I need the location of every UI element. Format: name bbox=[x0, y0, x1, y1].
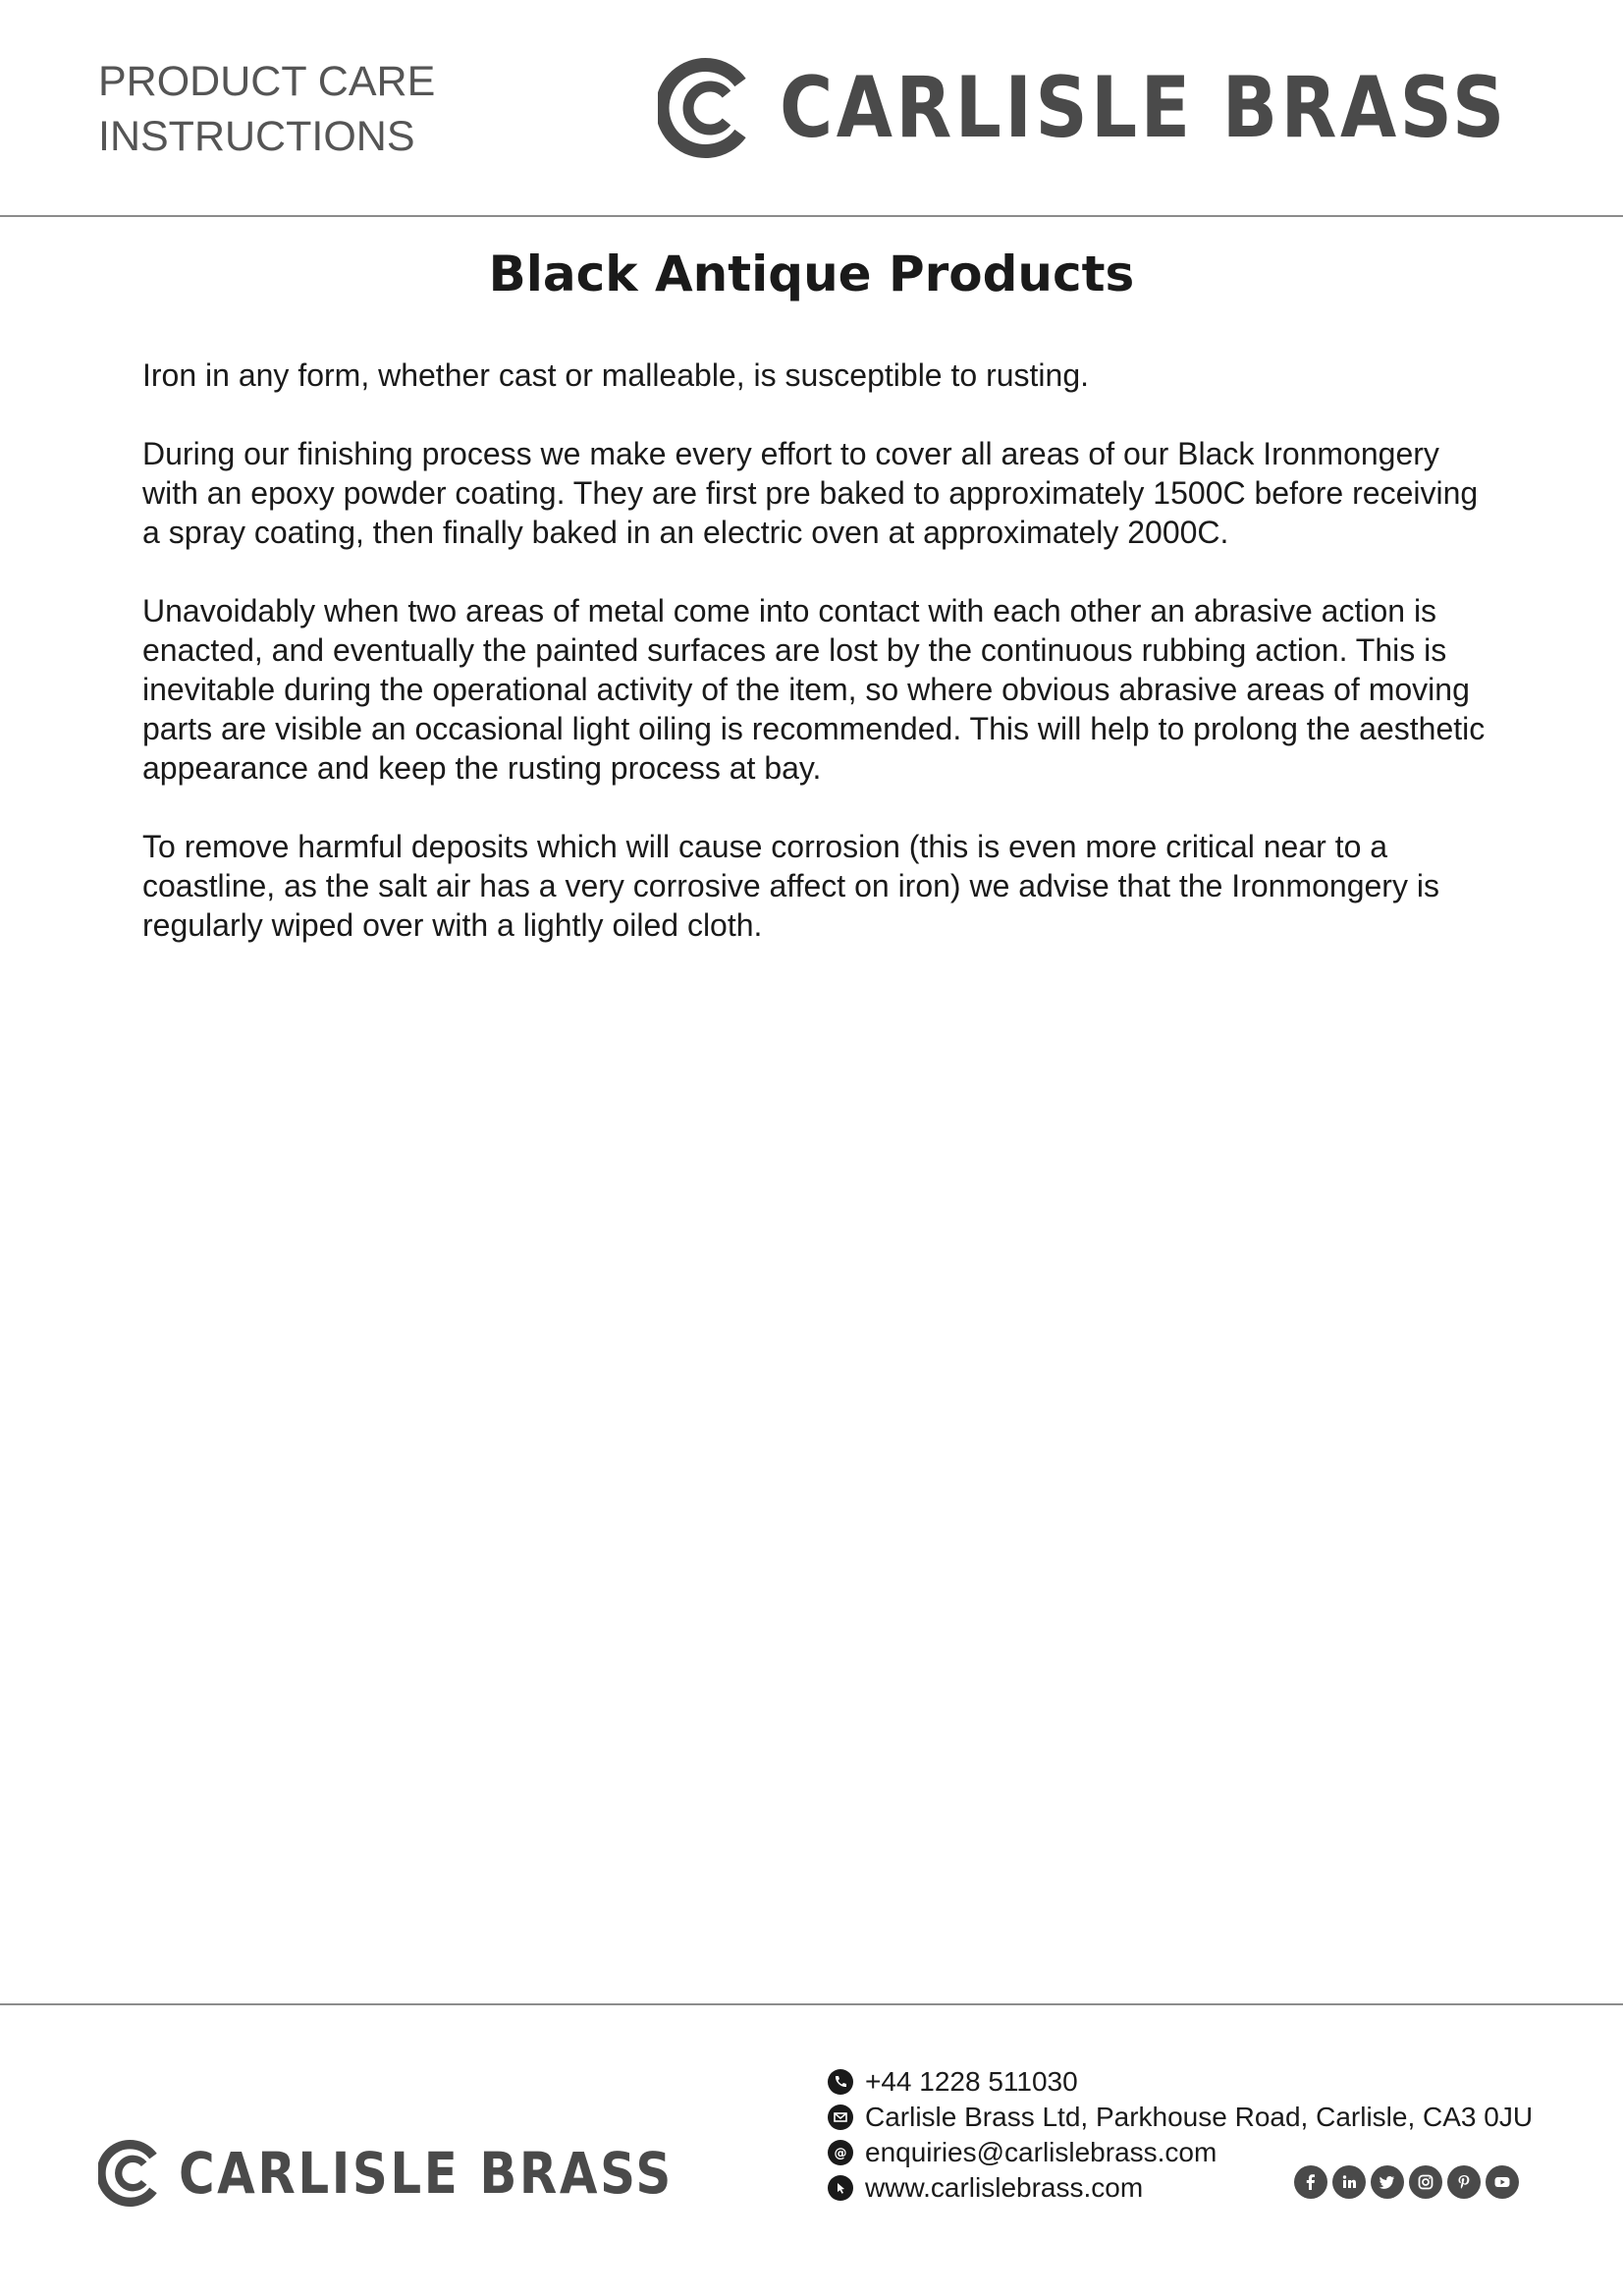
pinterest-icon[interactable] bbox=[1447, 2165, 1481, 2199]
header-title-line-1: PRODUCT CARE bbox=[98, 58, 436, 105]
paragraph: To remove harmful deposits which will cause corrosion (this is even more critical near to a coastline, as the salt air has a very corrosive affect on iron) we advise that the Ironmongery is regularly wiped over with a lightly oiled cloth. bbox=[142, 829, 1439, 943]
twitter-icon[interactable] bbox=[1371, 2165, 1404, 2199]
svg-text:@: @ bbox=[834, 2146, 847, 2160]
header-title bbox=[98, 54, 435, 164]
paragraph: Unavoidably when two areas of metal come into contact with each other an abrasive action is enacted, and eventually the painted surfaces are lost by the continuous rubbing action. This is inevitable during the operational activity of the item, so where obvious abrasive areas of moving parts are visible an occasional light oiling is recommended. This will help to prolong the aesthetic appearance and keep the rusting process at bay. bbox=[142, 593, 1486, 786]
youtube-icon[interactable] bbox=[1486, 2165, 1519, 2199]
contact-address bbox=[828, 2100, 1533, 2135]
contact-phone bbox=[828, 2064, 1533, 2100]
header-title-line-2: INSTRUCTIONS bbox=[98, 113, 415, 160]
brand-logo-footer bbox=[98, 2139, 754, 2208]
brand-name: CARLISLE BRASS bbox=[179, 2140, 674, 2207]
website-link[interactable]: www.carlislebrass.com bbox=[865, 2172, 1144, 2203]
instagram-icon[interactable] bbox=[1409, 2165, 1442, 2199]
brand-logo-header bbox=[658, 57, 1623, 159]
facebook-icon[interactable] bbox=[1294, 2165, 1327, 2199]
envelope-icon bbox=[828, 2105, 853, 2130]
document-body bbox=[142, 355, 1488, 984]
header-divider bbox=[0, 215, 1623, 217]
cursor-icon bbox=[828, 2175, 853, 2201]
brand-mark-icon bbox=[658, 57, 752, 159]
footer-divider bbox=[0, 2003, 1623, 2005]
paragraph: Iron in any form, whether cast or malleable, is susceptible to rusting. bbox=[142, 357, 1089, 393]
postal-address: Carlisle Brass Ltd, Parkhouse Road, Carlisle, CA3 0JU bbox=[865, 2102, 1534, 2132]
page-header bbox=[0, 0, 1623, 216]
phone-icon bbox=[828, 2069, 853, 2095]
linkedin-icon[interactable] bbox=[1332, 2165, 1366, 2199]
paragraph: During our finishing process we make every effort to cover all areas of our Black Ironmongery with an epoxy powder coating. They are first pre baked to approximately 1500C before receiving a spray coating, then finally baked in an electric oven at approximately 2000C. bbox=[142, 436, 1479, 550]
phone-number[interactable]: +44 1228 511030 bbox=[865, 2066, 1078, 2097]
brand-name: CARLISLE BRASS bbox=[780, 59, 1508, 157]
document-title: Black Antique Products bbox=[488, 246, 1135, 302]
at-sign-icon bbox=[828, 2140, 853, 2165]
social-links bbox=[1294, 2165, 1524, 2199]
email-link[interactable]: enquiries@carlislebrass.com bbox=[865, 2137, 1217, 2167]
brand-mark-icon bbox=[98, 2139, 161, 2208]
